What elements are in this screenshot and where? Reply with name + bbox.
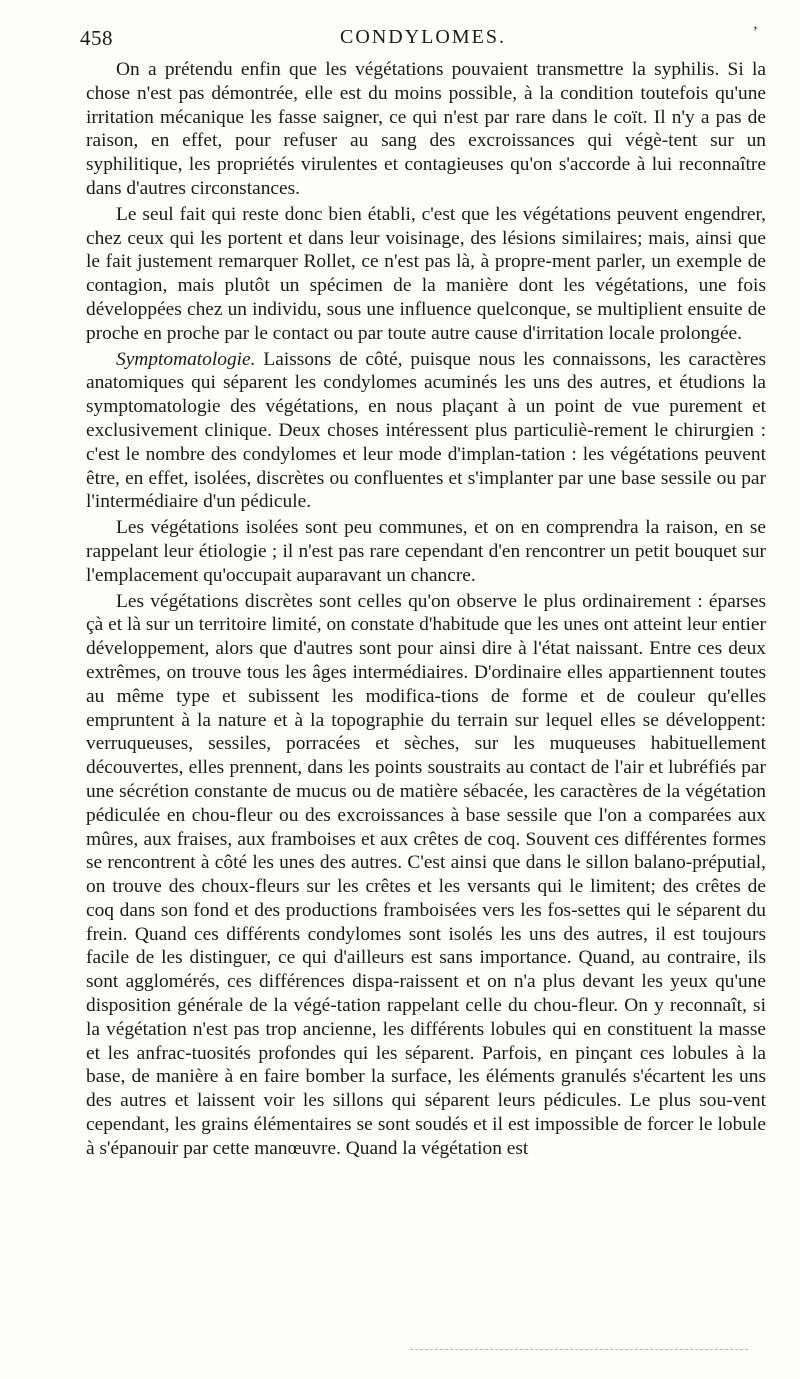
paragraph-text: Les végétations discrètes sont celles qu'on observe le plus ordinairement : éparses çà et là sur un territoire limité, on constate d'habitude que les unes ont atteint leur entier développement, alors que d'autres sont pour ainsi dire à l'état naissant. Entre ces deux extrêmes, on trouve tous les âges intermédiaires. D'ordinaire elles appartiennent toutes au même type et subissent les modifica-tions de forme et de couleur qu'elles empruntent à la nature et à la topographie du terrain sur lequel elles se développent: verruqueuses, sessiles, porracées et sèches, sur les muqueuses habituellement découvertes, elles prennent, dans les points soustraits au contact de l'air et lubréfiés par une sécrétion constante de mucus ou de matière sébacée, les caractères de la végétation pédiculée en chou-fleur ou des excroissances à base sessile que l'on a comparées aux mûres, aux fraises, aux framboises et aux crêtes de coq. Souvent ces différentes formes se rencontrent à côté les unes des autres. C'est ainsi que dans le sillon balano-préputial, on trouve des choux-fleurs sur les crêtes et les versants qui le limitent; des crêtes de coq dans son fond et des productions framboisées vers les fos-settes qui le séparent du frein. Quand ces différents condylomes sont isolés les uns des autres, il est toujours facile de les distinguer, ce qui d'ailleurs est sans importance. Quand, au contraire, ils sont agglomérés, ces différences dispa-raissent et on n'a plus devant les yeux qu'une disposition générale de la végé-tation rappelant celle du chou-fleur. On y reconnaît, si la végétation n'est pas trop ancienne, les différents lobules qui en constituent la masse et les anfrac-tuosités profondes qui les séparent. Parfois, en pinçant ces lobules à la base, de manière à en faire bomber la surface, les éléments granulés s'écartent les uns des autres et laissent voir les sillons qui séparent leurs pédicules. Le plus sou-vent cependant, les grains élémentaires se sont soudés et il est impossible de forcer le lobule à s'épanouir par cette manœuvre. Quand la végétation est — [86, 590, 766, 1159]
page-number: 458 — [80, 26, 113, 50]
paragraph-contagion — [86, 203, 766, 346]
paragraph-isolees — [86, 516, 766, 587]
paragraph-text: Laissons de côté, puisque nous les connaissons, les caractères anatomiques qui séparent les condylomes acuminés les uns des autres, et étudions la symptomatologie des végétations, en nous plaçant à un point de vue purement et exclusivement clinique. Deux choses intéressent plus particuliè-rement le chirurgien : c'est le nombre des condylomes et leur mode d'implan-tation : les végétations peuvent être, en effet, isolées, discrètes ou confluentes et s'implanter par une base sessile ou par l'intermédiaire d'un pédicule. — [86, 348, 766, 513]
paragraph-transmission — [86, 58, 766, 201]
section-run-in-heading: Symptomatologie. — [116, 348, 256, 370]
paragraph-discretes — [86, 590, 766, 1161]
margin-mark: ʼ — [752, 24, 758, 41]
paragraph-symptomatologie — [86, 348, 766, 515]
running-title: CONDYLOMES. — [340, 26, 506, 48]
paragraph-text: Le seul fait qui reste donc bien établi, c'est que les végétations peuvent engendrer, chez ceux qui les portent et dans leur voisinage, des lésions similaires; mais, ainsi que le fait justement remarquer Rollet, ce n'est pas là, à propre-ment parler, un exemple de contagion, mais plutôt un spécimen de la manière dont les végétations, une fois développées chez un individu, sous une influence quelconque, se multiplient ensuite de proche en proche par le contact ou par toute autre cause d'irritation locale prolongée. — [86, 203, 766, 344]
body-text — [86, 58, 766, 1161]
paragraph-text: Les végétations isolées sont peu communes, et on en comprendra la raison, en se rappelant leur étiologie ; il n'est pas rare cependant d'en rencontrer un petit bouquet sur l'emplacement qu'occupait auparavant un chancre. — [86, 517, 766, 586]
running-header — [80, 26, 766, 56]
paragraph-text: On a prétendu enfin que les végétations pouvaient transmettre la syphilis. Si la chose n'est pas démontrée, elle est du moins possible, à la condition toutefois qu'une irritation mécanique les fasse saigner, ce qui n'est par rare dans le coït. Il n'y a pas de raison, en effet, pour refuser au sang des excroissances qui végè-tent sur un syphilitique, les propriétés virulentes et contagieuses qu'on s'accorde à lui reconnaître dans d'autres circonstances. — [86, 59, 766, 199]
bottom-rule — [410, 1349, 748, 1350]
